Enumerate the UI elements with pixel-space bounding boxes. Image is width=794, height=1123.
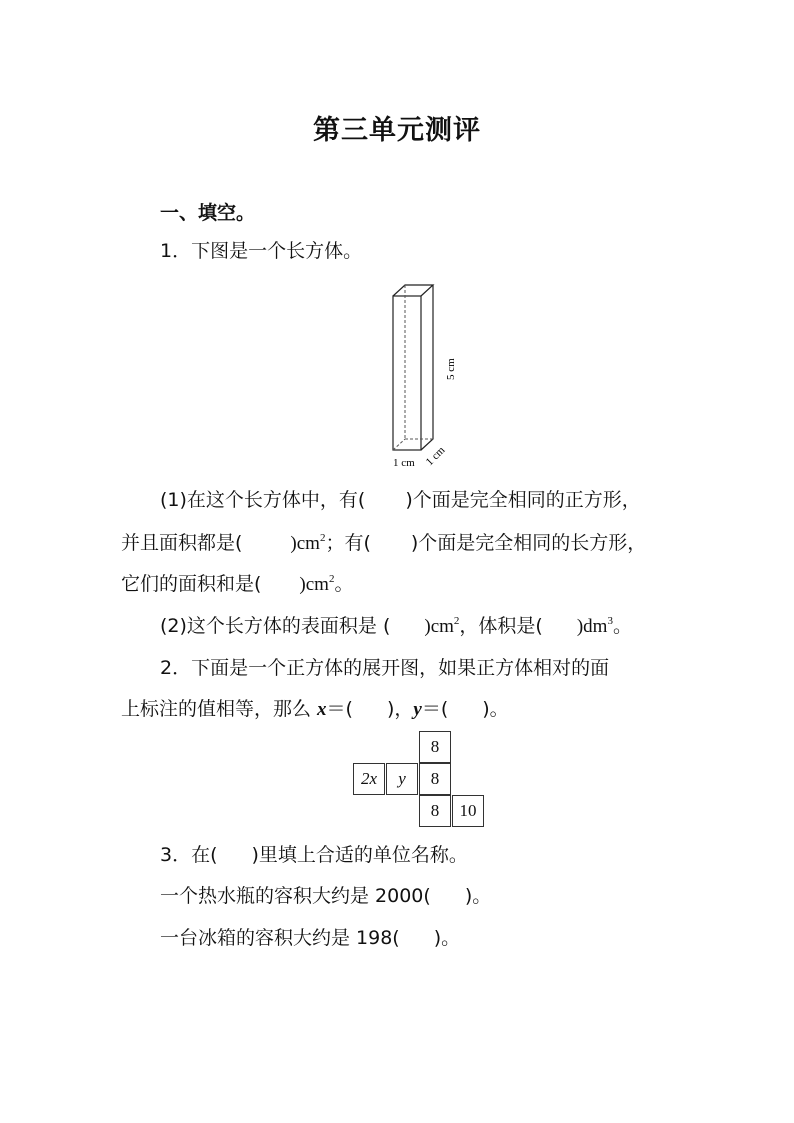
text-segment: ；有( bbox=[325, 532, 371, 554]
superscript: 2 bbox=[453, 615, 460, 627]
q1-part1-line3 bbox=[121, 572, 353, 597]
cube-net bbox=[353, 731, 485, 829]
text-segment: 。 bbox=[612, 615, 632, 637]
net-cell-top: 8 bbox=[419, 731, 451, 763]
text-segment: (1)在这个长方体中，有( bbox=[160, 489, 366, 511]
q1-part1-line1 bbox=[160, 488, 641, 512]
text-segment: ，体积是( bbox=[459, 615, 543, 637]
hidden-depth-edge bbox=[393, 439, 405, 450]
front-face bbox=[393, 296, 421, 450]
unit-text: )cm bbox=[424, 616, 454, 637]
net-cell-center: 8 bbox=[419, 763, 451, 795]
question-2-line2 bbox=[121, 697, 509, 722]
depth-label: 1 cm bbox=[423, 444, 448, 469]
width-label: 1 cm bbox=[393, 457, 415, 469]
text-segment: ＝( bbox=[326, 698, 353, 720]
cuboid-figure bbox=[380, 280, 470, 472]
question-3-stem bbox=[160, 843, 468, 867]
variable-y: y bbox=[413, 699, 422, 720]
net-cell-y: y bbox=[386, 763, 418, 795]
text-segment: )里填上合适的单位名称。 bbox=[251, 844, 468, 866]
text-segment: )。 bbox=[482, 698, 509, 720]
unit-text: )cm bbox=[290, 533, 320, 554]
text-segment: )个面是完全相同的长方形， bbox=[410, 532, 647, 554]
unit-text: )cm bbox=[299, 574, 329, 595]
page-title: 第三单元测评 bbox=[313, 115, 481, 146]
superscript: 2 bbox=[319, 532, 326, 544]
text-segment: )， bbox=[386, 698, 414, 720]
text-segment: 3．在( bbox=[160, 844, 218, 866]
text-segment: ＝( bbox=[421, 698, 449, 720]
unit-text: )dm bbox=[576, 616, 608, 637]
right-face-edge bbox=[421, 285, 433, 450]
text-segment: )个面是完全相同的正方形， bbox=[405, 489, 641, 511]
text-segment: 。 bbox=[334, 573, 354, 595]
net-cell-2x: 2x bbox=[353, 763, 385, 795]
text-segment: )。 bbox=[464, 885, 492, 907]
question-3-item2 bbox=[160, 926, 460, 950]
net-cell-bottom: 8 bbox=[419, 795, 451, 827]
variable-x: x bbox=[317, 699, 327, 720]
superscript: 2 bbox=[328, 573, 335, 585]
text-segment: 并且面积都是( bbox=[121, 532, 243, 554]
top-face-edge bbox=[393, 285, 433, 296]
text-segment: 上标注的值相等，那么 bbox=[121, 698, 318, 720]
question-2-line1: 2．下面是一个正方体的展开图，如果正方体相对的面 bbox=[160, 657, 610, 679]
text-segment: 一台冰箱的容积大约是 198( bbox=[160, 927, 400, 949]
text-segment: 它们的面积和是( bbox=[121, 573, 262, 595]
height-label: 5 cm bbox=[445, 358, 457, 380]
section-heading: 一、填空。 bbox=[160, 202, 256, 224]
q1-part2-line bbox=[160, 614, 632, 639]
text-segment: )。 bbox=[433, 927, 461, 949]
net-cell-right: 10 bbox=[452, 795, 484, 827]
question-1-stem: 1．下图是一个长方体。 bbox=[160, 240, 363, 262]
text-segment: 一个热水瓶的容积大约是 2000( bbox=[160, 885, 431, 907]
text-segment: (2)这个长方体的表面积是 ( bbox=[160, 615, 391, 637]
q1-part1-line2 bbox=[121, 531, 646, 556]
question-3-item1 bbox=[160, 884, 491, 908]
superscript: 3 bbox=[607, 615, 613, 627]
